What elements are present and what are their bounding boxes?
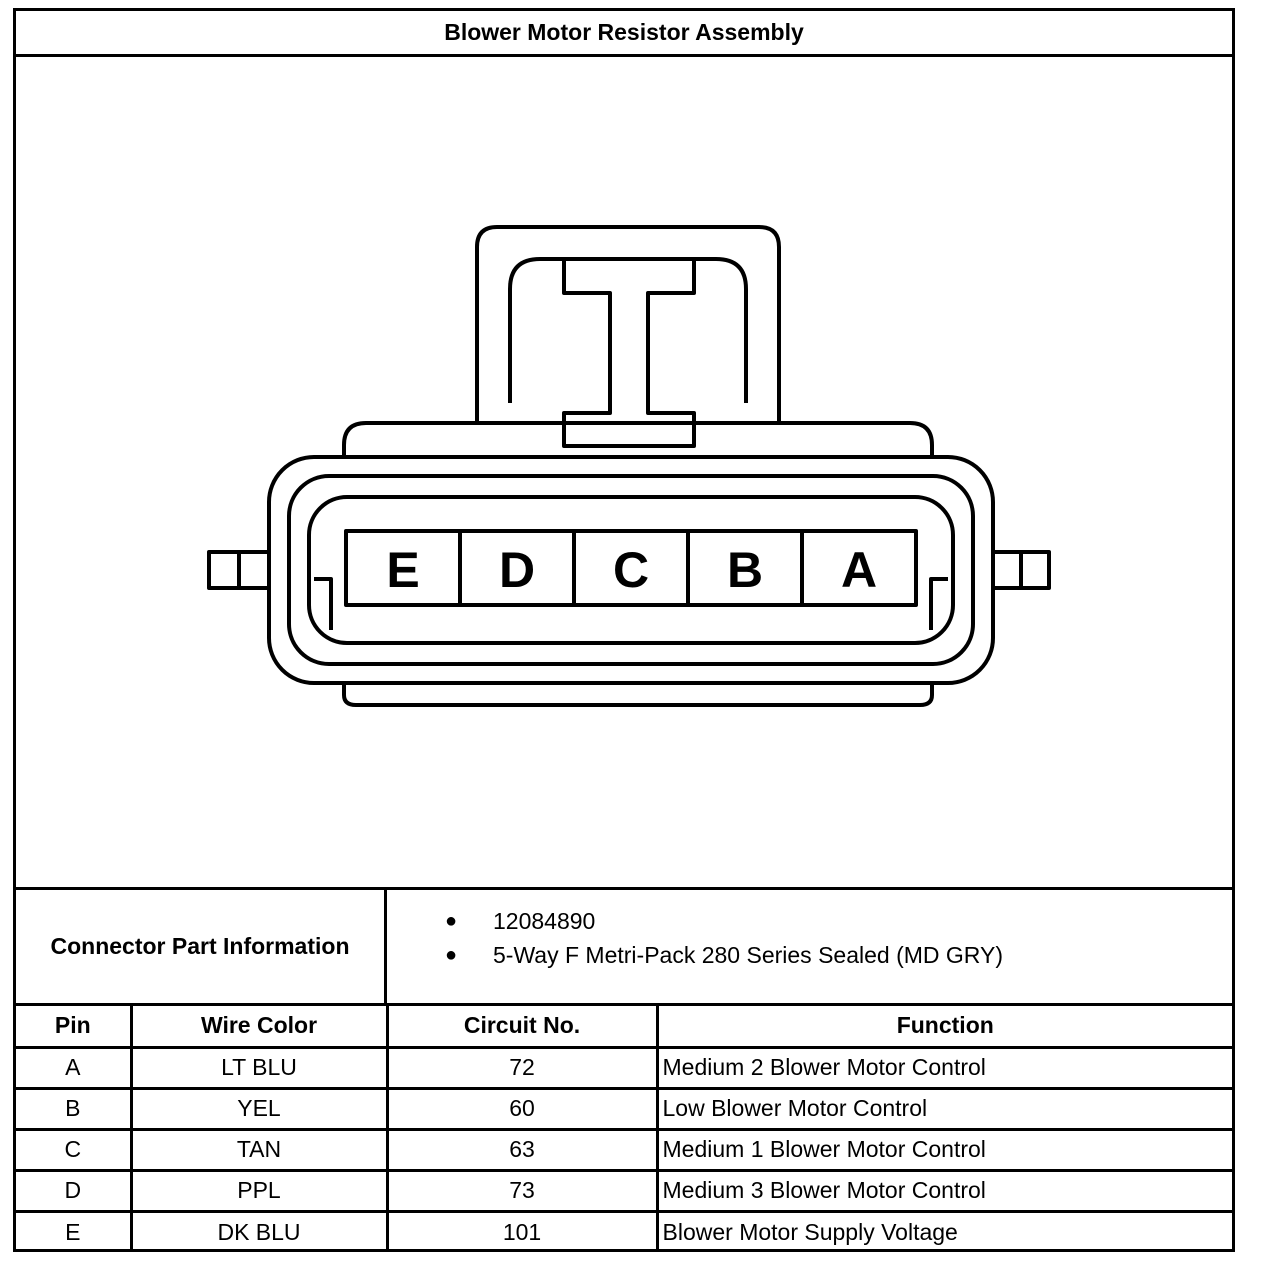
table-row: [16, 1211, 1232, 1252]
part-info-list: [387, 904, 1003, 972]
function-cell: Blower Motor Supply Voltage: [657, 1211, 1232, 1252]
table-header-row: [16, 1006, 1232, 1047]
bullet-icon: ●: [445, 910, 458, 932]
pin-cell: E: [16, 1211, 131, 1252]
connector-sheet: [13, 8, 1235, 1252]
function-cell: Low Blower Motor Control: [657, 1088, 1232, 1129]
wire-color-cell: TAN: [131, 1129, 387, 1170]
seal-notch-left: [314, 579, 331, 630]
circuit-cell: 101: [387, 1211, 657, 1252]
pin-cell: C: [16, 1129, 131, 1170]
column-header-pin: Pin: [16, 1006, 131, 1047]
circuit-cell: 72: [387, 1047, 657, 1088]
table-row: [16, 1088, 1232, 1129]
lock-latch: [564, 259, 694, 446]
lock-tab-outer: [477, 227, 779, 423]
wire-color-cell: DK BLU: [131, 1211, 387, 1252]
function-cell: Medium 2 Blower Motor Control: [657, 1047, 1232, 1088]
part-info-label: Connector Part Information: [16, 890, 387, 1003]
connector-diagram: [16, 57, 1232, 887]
connector-face-icon: [16, 57, 1232, 887]
table-row: [16, 1047, 1232, 1088]
cavity-label: C: [612, 542, 650, 598]
body-skirt: [344, 683, 932, 705]
lock-tab-inner: [510, 259, 746, 403]
seal-notch-right: [931, 579, 948, 630]
part-info-item: [387, 904, 1003, 938]
side-key-right: [993, 552, 1049, 588]
pinout-table: [16, 1006, 1232, 1252]
circuit-cell: 63: [387, 1129, 657, 1170]
cavity-label: A: [840, 542, 878, 598]
part-description: 5-Way F Metri-Pack 280 Series Sealed (MD GRY): [493, 942, 1003, 968]
table-row: [16, 1129, 1232, 1170]
column-header-wire-color: Wire Color: [131, 1006, 387, 1047]
wire-color-cell: PPL: [131, 1170, 387, 1211]
page-title: Blower Motor Resistor Assembly: [16, 11, 1232, 57]
cavity-label: D: [498, 542, 536, 598]
pin-cell: B: [16, 1088, 131, 1129]
bullet-icon: ●: [445, 944, 458, 966]
function-cell: Medium 1 Blower Motor Control: [657, 1129, 1232, 1170]
wire-color-cell: YEL: [131, 1088, 387, 1129]
circuit-cell: 60: [387, 1088, 657, 1129]
column-header-function: Function: [657, 1006, 1232, 1047]
pin-cell: D: [16, 1170, 131, 1211]
part-number: 12084890: [493, 908, 596, 934]
column-header-circuit: Circuit No.: [387, 1006, 657, 1047]
function-cell: Medium 3 Blower Motor Control: [657, 1170, 1232, 1211]
body-shoulder: [344, 423, 932, 457]
circuit-cell: 73: [387, 1170, 657, 1211]
part-info-item: [387, 938, 1003, 972]
wire-color-cell: LT BLU: [131, 1047, 387, 1088]
cavity-label: B: [726, 542, 764, 598]
pin-cell: A: [16, 1047, 131, 1088]
part-info-section: [16, 887, 1232, 1006]
table-row: [16, 1170, 1232, 1211]
side-key-left: [209, 552, 269, 588]
cavity-label: E: [386, 542, 420, 598]
